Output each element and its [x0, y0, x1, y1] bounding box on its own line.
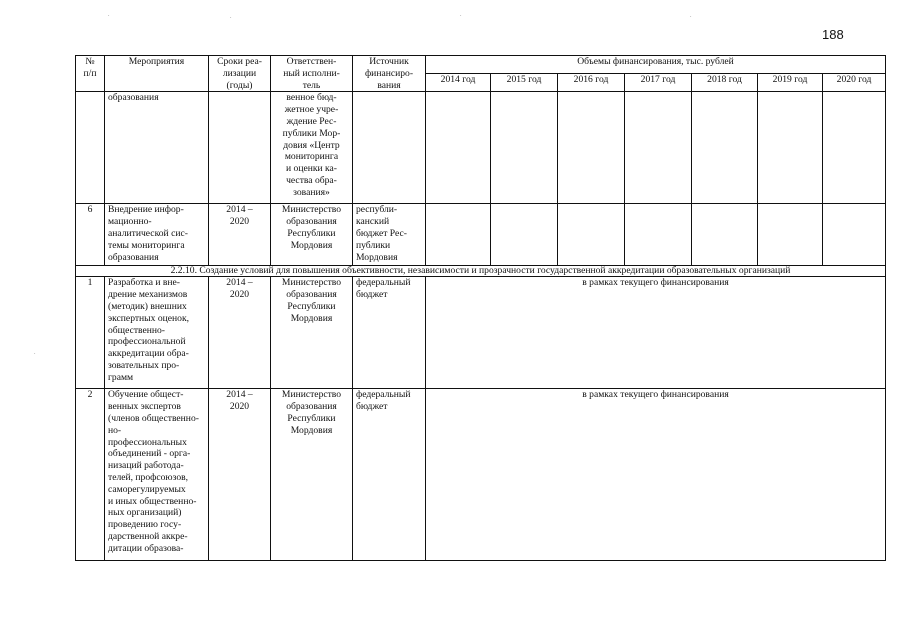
cell-line: чества обра- — [286, 174, 337, 186]
table-row — [76, 389, 886, 561]
cell-line: публики Мор- — [282, 127, 341, 139]
cell-line: профессиональных — [108, 436, 187, 448]
table-row — [76, 277, 886, 389]
cell-line: и оценки ка- — [285, 163, 338, 175]
cell-line: канский — [356, 216, 390, 228]
cell-activity — [105, 277, 209, 389]
header-num-line: п/п — [83, 67, 97, 79]
cell-line: Республики — [287, 412, 336, 424]
header-period-line: лизации — [222, 67, 257, 79]
cell-year-value — [491, 204, 558, 266]
cell-line: 2014 – — [226, 389, 253, 401]
cell-line: низаций работода- — [108, 460, 184, 472]
cell-year-value — [758, 92, 823, 204]
cell-activity — [105, 389, 209, 561]
header-activity: Мероприятия — [105, 56, 209, 92]
scan-speck: . — [690, 13, 692, 19]
cell-line: аналитической сис- — [108, 227, 188, 239]
cell-num: 1 — [76, 277, 105, 389]
cell-year-value — [426, 204, 491, 266]
cell-line: но- — [108, 424, 122, 436]
header-period-line: (годы) — [226, 79, 253, 91]
cell-year-value — [823, 204, 886, 266]
cell-line: общественно- — [108, 324, 166, 336]
cell-line: мониторинга — [284, 151, 339, 163]
cell-line: Мордовия — [356, 251, 398, 263]
cell-num: 2 — [76, 389, 105, 561]
section-row — [76, 266, 886, 277]
header-year: 2017 год — [625, 74, 692, 92]
cell-line: дарственной аккре- — [108, 530, 188, 542]
cell-line: телей, профсоюзов, — [108, 471, 189, 483]
cell-line: ждение Рес- — [286, 115, 337, 127]
header-row — [76, 56, 886, 74]
cell-line: дитации образова- — [108, 542, 184, 554]
scan-speck: . — [108, 12, 110, 18]
cell-line: бюджет — [356, 289, 388, 301]
header-funding: Объемы финансирования, тыс. рублей — [426, 56, 886, 74]
cell-line: образования — [286, 401, 337, 413]
cell-line: ных организаций) — [108, 507, 182, 519]
header-executor-line: Ответствен- — [286, 56, 337, 67]
cell-line: (методик) внешних — [108, 300, 187, 312]
cell-executor — [271, 389, 353, 561]
cell-line: темы мониторинга — [108, 239, 185, 251]
cell-line: проведению госу- — [108, 519, 182, 531]
cell-line: и иных общественно- — [108, 495, 197, 507]
cell-line: бюджет Рес- — [356, 227, 407, 239]
cell-line: Мордовия — [290, 424, 333, 436]
cell-num: 6 — [76, 204, 105, 266]
cell-line: венное бюд- — [286, 92, 337, 104]
cell-line: федеральный — [356, 389, 411, 401]
cell-line: Министерство — [281, 277, 342, 289]
cell-source — [353, 92, 426, 204]
cell-year-value — [426, 92, 491, 204]
page-number: 188 — [822, 27, 844, 42]
cell-num — [76, 92, 105, 204]
cell-line: Внедрение инфор- — [108, 204, 184, 216]
header-year: 2014 год — [426, 74, 491, 92]
cell-line: Разработка и вне- — [108, 277, 181, 289]
cell-line: жетное учре- — [284, 104, 339, 116]
cell-line: Республики — [287, 300, 336, 312]
cell-line: зовательных про- — [108, 359, 180, 371]
header-year: 2018 год — [692, 74, 758, 92]
table-row — [76, 204, 886, 266]
cell-source — [353, 277, 426, 389]
header-executor-line: тель — [302, 79, 321, 91]
cell-year-value — [491, 92, 558, 204]
header-source-line: Источник — [369, 56, 409, 67]
cell-period — [209, 277, 271, 389]
cell-line: Мордовия — [290, 239, 333, 251]
cell-line: 2020 — [229, 401, 250, 413]
cell-line: Министерство — [281, 204, 342, 216]
cell-line: бюджет — [356, 401, 388, 413]
cell-line: образования — [286, 289, 337, 301]
cell-line: 2020 — [229, 216, 250, 228]
cell-activity — [105, 204, 209, 266]
scan-speck: . — [460, 12, 462, 18]
cell-year-value — [558, 204, 625, 266]
header-year: 2015 год — [491, 74, 558, 92]
cell-line: профессиональной — [108, 336, 186, 348]
cell-line: саморегулируемых — [108, 483, 186, 495]
cell-year-value — [823, 92, 886, 204]
cell-line: 2020 — [229, 289, 250, 301]
cell-year-value — [692, 204, 758, 266]
cell-line: республи- — [356, 204, 398, 216]
cell-period — [209, 92, 271, 204]
cell-line: дрение механизмов — [108, 289, 188, 301]
cell-line: 2014 – — [226, 277, 253, 289]
cell-line: 2014 – — [226, 204, 253, 216]
header-year: 2016 год — [558, 74, 625, 92]
header-num — [76, 56, 105, 92]
header-executor — [271, 56, 353, 92]
cell-line: образования — [108, 92, 159, 104]
cell-line: мационно- — [108, 216, 152, 228]
cell-year-value — [692, 92, 758, 204]
cell-line: венных экспертов — [108, 401, 181, 413]
cell-line: федеральный — [356, 277, 411, 289]
cell-executor — [271, 92, 353, 204]
cell-line: довия «Центр — [283, 139, 340, 151]
cell-line: Министерство — [281, 389, 342, 401]
cell-line: (членов общественно- — [108, 412, 199, 424]
cell-year-value — [558, 92, 625, 204]
cell-funding-note: в рамках текущего финансирования — [426, 389, 886, 561]
cell-funding-note: в рамках текущего финансирования — [426, 277, 886, 389]
cell-line: аккредитации обра- — [108, 348, 189, 360]
cell-line: публики — [356, 239, 391, 251]
table-row — [76, 92, 886, 204]
scan-speck: . — [34, 350, 36, 356]
cell-activity — [105, 92, 209, 204]
cell-period — [209, 204, 271, 266]
cell-year-value — [625, 92, 692, 204]
header-source-line: вания — [377, 79, 401, 91]
header-period — [209, 56, 271, 92]
cell-line: образования — [286, 216, 337, 228]
header-num-line: № — [85, 56, 95, 67]
cell-year-value — [625, 204, 692, 266]
header-source-line: финансиро- — [364, 67, 414, 79]
header-period-line: Сроки реа- — [217, 56, 262, 67]
cell-source — [353, 389, 426, 561]
cell-line: Мордовия — [290, 312, 333, 324]
funding-table — [75, 55, 886, 561]
header-executor-line: ный исполни- — [283, 67, 340, 79]
cell-line: зования» — [293, 186, 330, 198]
header-year: 2019 год — [758, 74, 823, 92]
cell-line: Республики — [287, 227, 336, 239]
cell-line: Обучение общест- — [108, 389, 184, 401]
cell-year-value — [758, 204, 823, 266]
scan-speck: . — [230, 14, 232, 20]
cell-line: экспертных оценок, — [108, 312, 190, 324]
cell-source — [353, 204, 426, 266]
cell-period — [209, 389, 271, 561]
cell-line: объединений - орга- — [108, 448, 191, 460]
cell-executor — [271, 204, 353, 266]
header-year: 2020 год — [823, 74, 886, 92]
section-title: 2.2.10. Создание условий для повышения объективности, независимости и прозрачности государственной аккредитации образовательных организаций — [76, 266, 886, 277]
header-source — [353, 56, 426, 92]
cell-executor — [271, 277, 353, 389]
cell-line: образования — [108, 251, 159, 263]
cell-line: грамм — [108, 371, 134, 383]
